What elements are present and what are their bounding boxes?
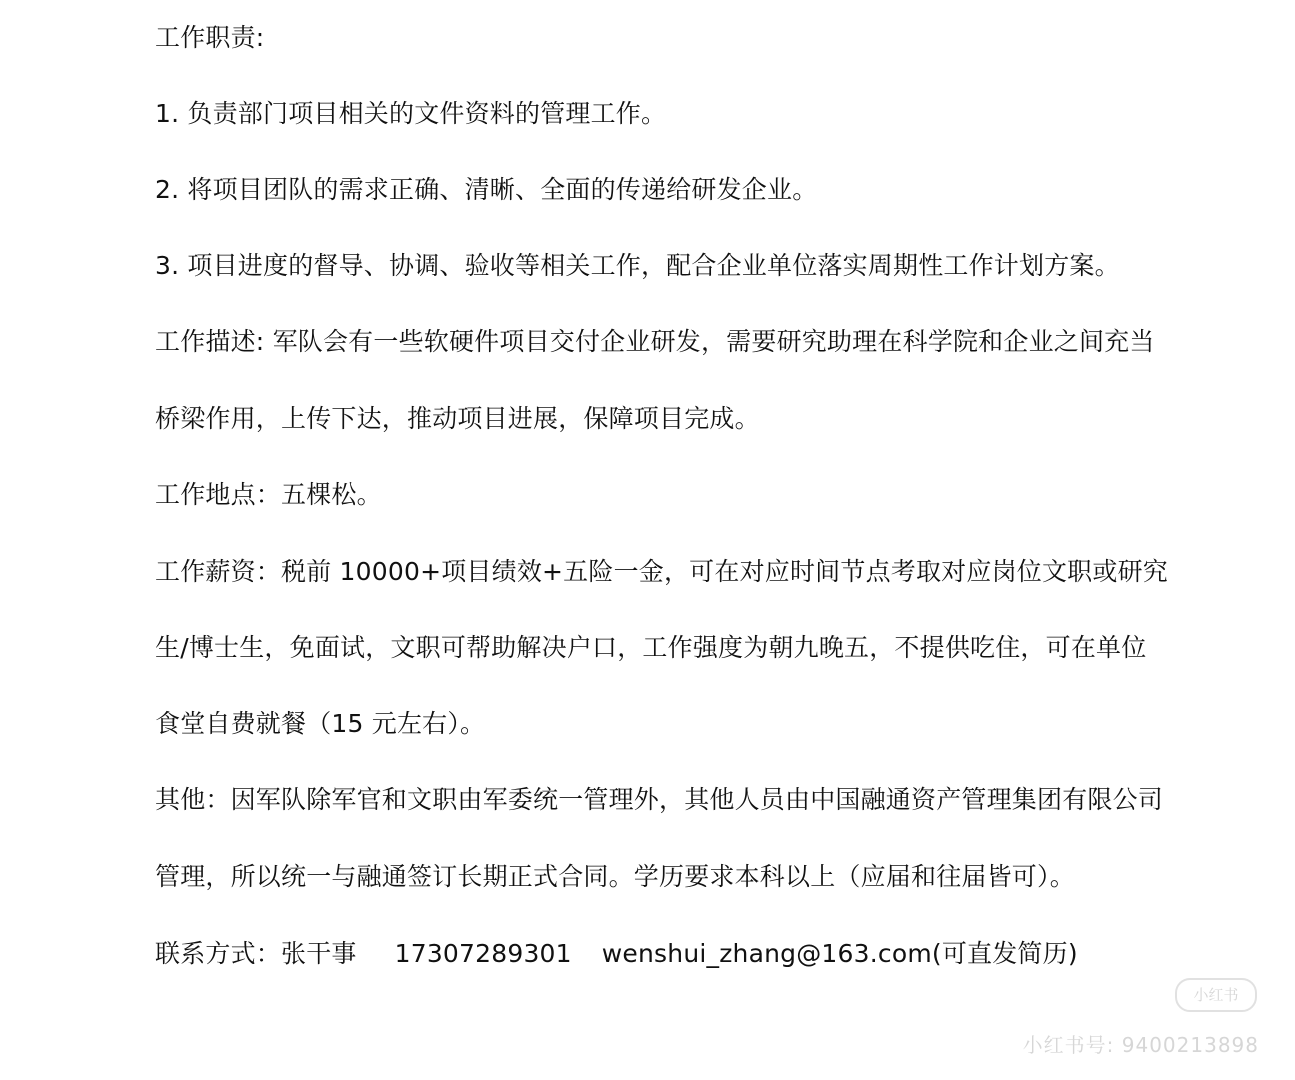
section-heading-responsibilities: 工作职责: <box>155 23 265 52</box>
watermark-account-id: 小红书号: 9400213898 <box>1022 1033 1259 1057</box>
responsibility-item-1: 1. 负责部门项目相关的文件资料的管理工作。 <box>155 99 667 128</box>
contact-person: 联系方式：张干事 <box>155 939 357 968</box>
responsibility-item-2: 2. 将项目团队的需求正确、清晰、全面的传递给研发企业。 <box>155 175 818 204</box>
contact-phone: 17307289301 <box>394 939 572 968</box>
other-line-1: 其他：因军队除军官和文职由军委统一管理外，其他人员由中国融通资产管理集团有限公司 <box>155 785 1164 814</box>
responsibility-item-3: 3. 项目进度的督导、协调、验收等相关工作，配合企业单位落实周期性工作计划方案。 <box>155 251 1120 280</box>
watermark-logo: 小红书 <box>1175 978 1257 1012</box>
work-location: 工作地点：五棵松。 <box>155 480 382 509</box>
other-line-2: 管理，所以统一与融通签订长期正式合同。学历要求本科以上（应届和往届皆可）。 <box>155 862 1075 891</box>
salary-line-2: 生/博士生，免面试，文职可帮助解决户口，工作强度为朝九晚五，不提供吃住，可在单位 <box>155 633 1147 662</box>
job-description-line-1: 工作描述: 军队会有一些软硬件项目交付企业研发，需要研究助理在科学院和企业之间充当 <box>155 327 1155 356</box>
job-description-line-2: 桥梁作用，上传下达，推动项目进展，保障项目完成。 <box>155 404 760 433</box>
watermark <box>1009 978 1259 1058</box>
salary-line-1: 工作薪资：税前 10000+项目绩效+五险一金，可在对应时间节点考取对应岗位文职或研究 <box>155 557 1168 586</box>
contact-info <box>155 938 1078 970</box>
contact-email: wenshui_zhang@163.com(可直发简历) <box>601 939 1078 968</box>
salary-line-3: 食堂自费就餐（15 元左右）。 <box>155 709 486 738</box>
